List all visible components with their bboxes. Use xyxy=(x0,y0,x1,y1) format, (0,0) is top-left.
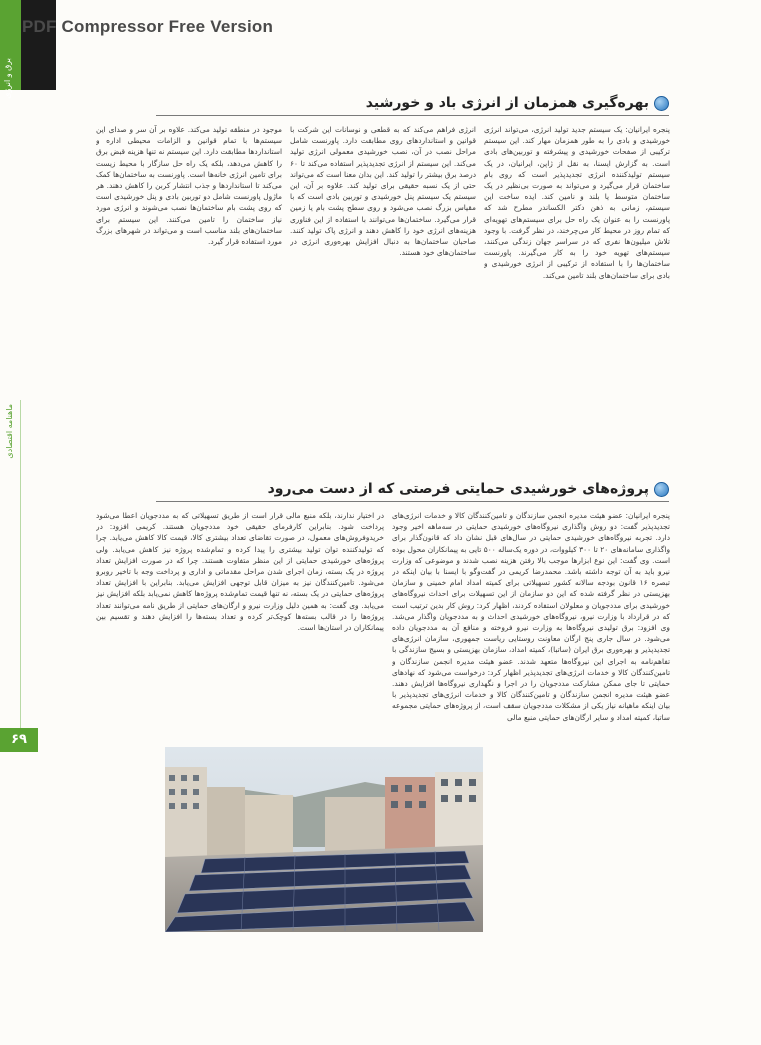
section1-title: بهره‌گیری همزمان از انرژی باد و خورشید xyxy=(365,95,649,111)
section2-column-left: در اختیار ندارند، بلکه منبع مالی قرار است از طریق تسهیلاتی که به مددجویان اعطا می‌شود پرداخت شود. بنابراین کارفرمای حقیقی خود مددجویان هستند. کریمی افزود: در خریدوفروش‌های معمول، در صورت تقاضای تعداد بیشتری کالا، قیمت کالا کاهش می‌یابد. چرا که تولیدکننده توان تولید بیشتری را پیدا کرده و تمام‌شده پروژه نیز کاهش می‌یابد. ولی پروژه‌های خورشیدی حمایتی از این منظر متفاوت هستند. چرا که در صورت افزایش تعداد پروژه در یک بسته، زمان اجرای شدن مراحل مقدماتی و اداری و پرداخت وجه با تاخیر روبرو می‌شود. تامین‌کنندگان نیز به میزان قابل توجهی افزایش می‌یابد. بنابراین با افزایش تعداد پروژه‌های حمایتی در یک بسته، نه تنها قیمت تمام‌شده پروژه‌ها کاهش نمی‌یابد بلکه افزایش نیز می‌یابد. وی گفت: به همین دلیل وزارت نیرو و ارگان‌های حمایتی از طریق نامه می‌توانند تعداد پروژه‌ها را در قالب بسته‌ها کوچک‌تر کرده و تعداد بسته‌ها را افزایش دهند و تقسیم بین پیمانکاران در استان‌ها است. xyxy=(96,511,384,633)
section2-rule xyxy=(156,501,669,502)
side-strip-label: ماهنامه اقتصادی xyxy=(5,404,14,459)
section2-heading xyxy=(268,481,669,497)
side-tab-label: برق و انرژی xyxy=(3,58,12,99)
section1-heading xyxy=(366,95,669,111)
globe-bullet-icon xyxy=(654,482,669,497)
section1-column-middle: انرژی فراهم می‌کند که به قطعی و نوسانات این شرکت با قوانین و استانداردهای روی مطابقت دارد. پاورنست شامل مراحل نصب در آن، نصب خورشیدی معمولی انرژی تولید می‌کند. این سیستم از انرژی تجدیدپذیر استفاده می‌کند تا ۶۰ درصد برق بیشتر را تولید کند. این بدان معنا است که می‌تواند حتی از یک نسبه حقیقی برای تولید کند. علاوه بر آن، این سیستم یک سیستم پنل خورشیدی و توربین بادی است که با مقیاس بزرگ نصب می‌شود و روی سطح پشت بام یا زمین قرار می‌گیرد. ساختمان‌ها می‌توانند با استفاده از این فناوری هزینه‌های انرژی خود را کاهش دهند و انرژی پاک تولید کنند. صاحبان ساختمان‌ها به دنبال افزایش بهره‌وری انرژی در ساختمان‌های خود هستند. xyxy=(290,125,476,258)
section2-title: پروژه‌های خورشیدی حمایتی فرصتی که از دست می‌رود xyxy=(267,481,649,497)
globe-bullet-icon xyxy=(654,96,669,111)
section2-column-right: پنجره ایرانیان: عضو هیئت مدیره انجمن سازندگان و تامین‌کنندگان کالا و خدمات انرژی‌های تجدیدپذیر گفت: دو روش واگذاری نیروگاه‌های خورشیدی حمایتی در سه‌ماهه اخیر وجود دارد. تجربه نیروگاه‌های خورشیدی حمایتی در سال‌های قبل نشان داد که قانون‌گذار برای واگذاری سامانه‌های ۲۰ تا ۳۰۰ کیلووات، در دوره یک‌ساله ۵۰۰ تایی به پیمانکاران محول بوده است. وی گفت: این نوع ابزارها موجب بالا رفتن هزینه نصب شدند و موضوعی که وزارت نیرو باید به آن توجه داشته باشد. محمدرضا کریمی در گفت‌وگو با ایسنا با بیان اینکه در تبصره ۱۶ قانون بودجه سالانه کشور تسهیلاتی برای کمیته امداد امام خمینی و سازمان بهزیستی در نظر گرفته شده که این دو سازمان از این تسهیلات برای احداث نیروگاه‌های خورشیدی برای مددجویان و معلولان استفاده کردند، اظهار کرد: روش کار بدین ترتیب است که در قرارداد با وزارت نیرو، نیروگاه‌های خورشیدی احداث و به مددجویان واگذار می‌شد. وی افزود: برق تولیدی نیروگاه‌ها به وزارت نیرو فروخته و منافع آن به مددجویان داده می‌شود. در سال جاری پنج ارگان معاونت روستایی ریاست جمهوری، سازمان انرژی‌های تجدیدپذیر و بهره‌وری برق ایران (ساتبا)، کمیته امداد، سازمان بهزیستی و بسیج سازندگی با تفاهم‌نامه به اجرای این نیروگاه‌ها متعهد شدند. عضو هیئت مدیره انجمن سازندگان و تامین‌کنندگان کالا و خدمات انرژی‌های تجدیدپذیر اظهار کرد: درخواست می‌شود که نهادهای حمایتی تا جای ممکن مشارکت مددجویان را در اجرا و نگهداری نیروگاه‌ها افزایش دهند. عضو هیئت مدیره انجمن سازندگان و تامین‌کنندگان کالا و خدمات انرژی‌های تجدیدپذیر با بیان اینکه ماهیانه نیاز یکی از مشکلات مددجویان سقف است، از پروژه‌های حمایتی مجموعه ساتبا، کمیته امداد و سایر ارگان‌های حمایتی منبع مالی xyxy=(392,511,670,722)
section1-rule xyxy=(156,115,669,116)
section1-column-left: موجود در منطقه تولید می‌کند. علاوه بر آن سر و صدای این سیستم‌ها با تمام قوانین و الزامات محیطی اداره و استانداردها مطابقت دارد. این سیستم نه تنها هزینه قبض برق را کاهش می‌دهد، بلکه یک راه حل سازگار با محیط زیست برای تامین انرژی خانه‌ها است. پاورنست به ساختمان‌ها کمک می‌کند تا استانداردها و جذب انتشار کربن را کاهش دهند. هر ماژول پاورنست شامل دو توربین بادی و پنل خورشیدی است که روی پشت بام ساختمان‌ها نصب می‌شوند و انرژی مورد نیاز ساختمان را تامین می‌کنند. این سیستم برای ساختمان‌های بلند مناسب است و می‌تواند در شهرهای بزرگ مورد استفاده قرار گیرد. xyxy=(96,125,282,247)
page-number: ۶۹ xyxy=(0,728,38,752)
watermark-text: PDF Compressor Free Version xyxy=(22,17,274,36)
rooftop-solar-panels-photo xyxy=(165,747,483,932)
side-tab-section xyxy=(0,0,21,99)
side-strip xyxy=(0,400,21,730)
section1-column-right: پنجره ایرانیان: یک سیستم جدید تولید انرژی، می‌تواند انرژی خورشیدی و بادی را به طور همزمان مهار کند. این سیستم ترکیبی از صفحات خورشیدی و پیشرفته و توربین‌های بادی است. به گزارش ایسنا، به نقل از ژاپن، ایرانیان، در یک سیستم تولیدکننده انرژی تجدیدپذیر است که روی بام ساختمان قرار می‌گیرد و می‌تواند به صورت بی‌نظیر در یک ساختمان متوسط یا بلند و نامین کند. ایده ساخت این سیستم، زمانی به ذهن دکتر الکساندر مطرح شد که پاورنست را به عنوان یک راه حل برای سیستم‌های تهویه‌ای که تمام روز در محیط کار می‌چرخند، در نظر گرفت. با وجود تلاش میلیون‌ها نفری که در سراسر جهان زندگی می‌کنند، سیستم‌های تهویه خود را به کار می‌گیرند. پاورنست ساختمان‌ها را با استفاده از ترکیبی از انرژی خورشیدی و بادی برای ساختمان‌های بلند تامین می‌کند. xyxy=(484,125,670,280)
